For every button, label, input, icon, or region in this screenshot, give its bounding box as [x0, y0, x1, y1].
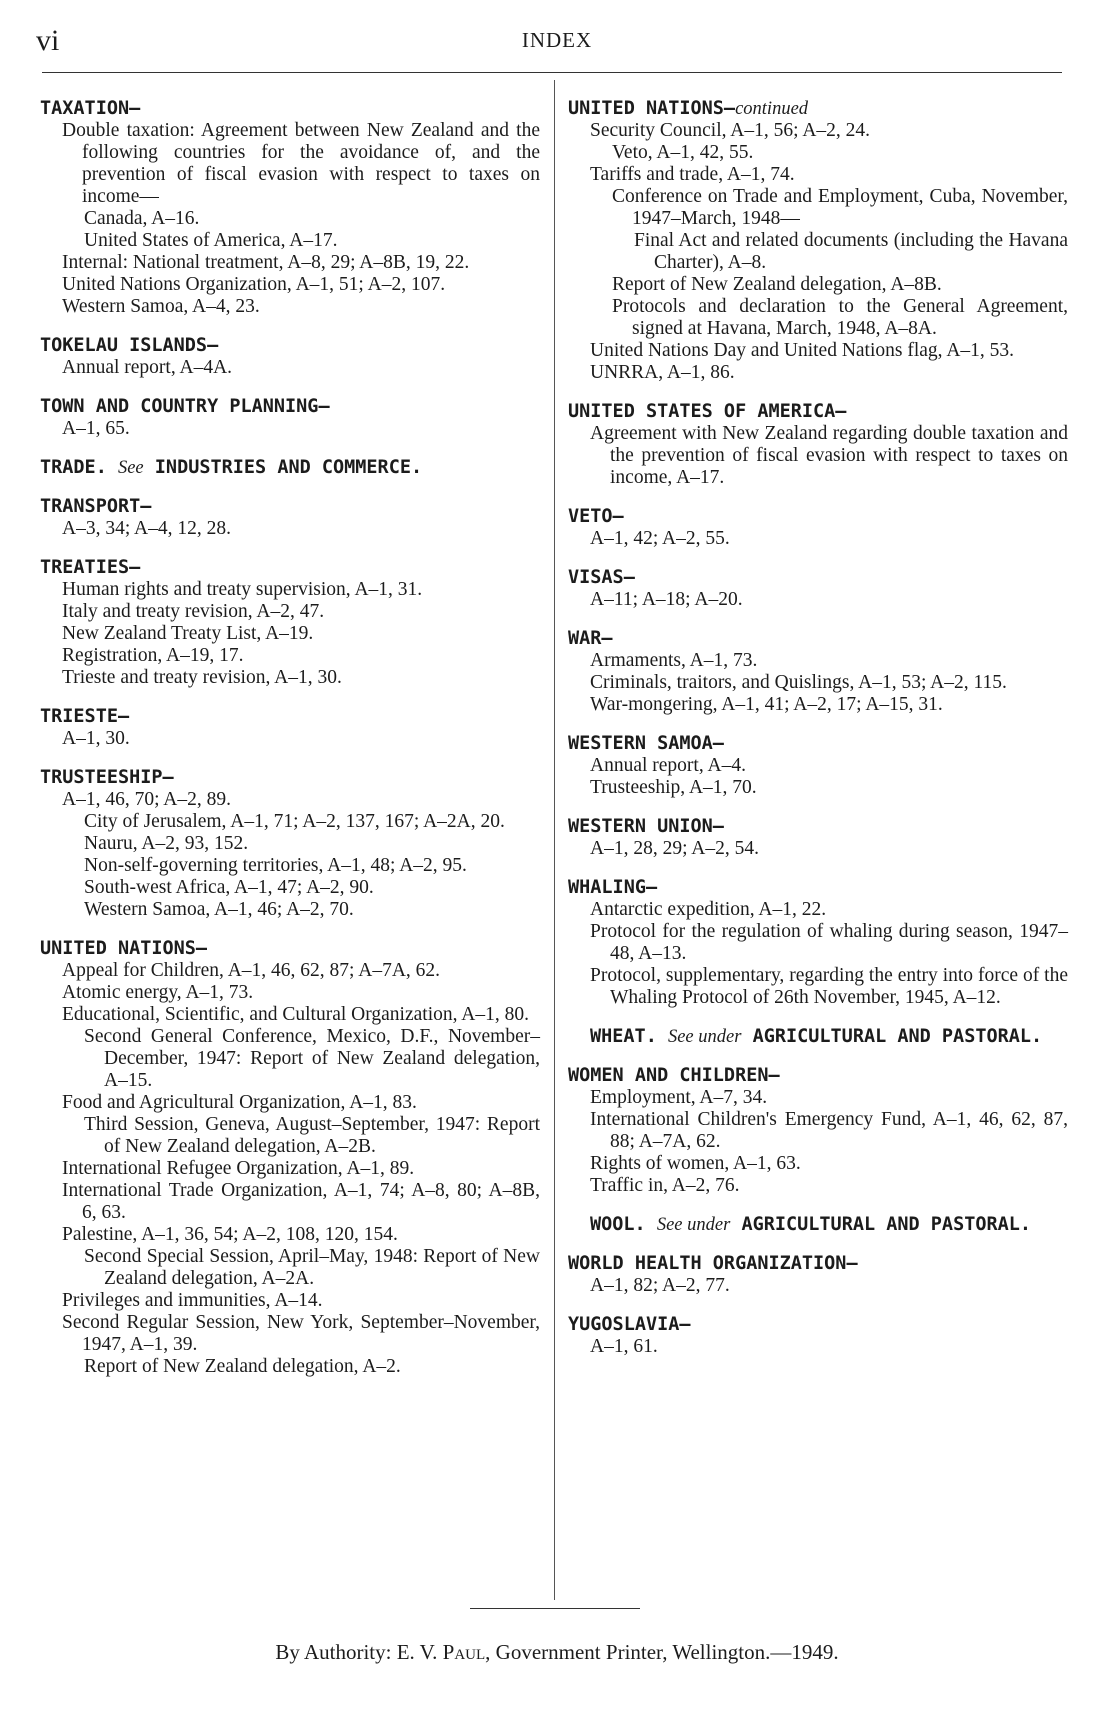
- index-entry-yugoslavia: [568, 1314, 1068, 1358]
- sub-entry: Trusteeship, A–1, 70.: [590, 777, 757, 798]
- sub-entry: Rights of women, A–1, 63.: [590, 1153, 801, 1174]
- sub-entry: A–1, 65.: [62, 418, 130, 439]
- sub-entry: New Zealand Treaty List, A–19.: [62, 623, 314, 644]
- sub-entry: A–1, 46, 70; A–2, 89.: [62, 789, 232, 810]
- sub-entry: War-mongering, A–1, 41; A–2, 17; A–15, 31.: [590, 694, 943, 715]
- entry-heading: UNITED STATES OF AMERICA—: [568, 401, 847, 422]
- entry-heading: WOMEN AND CHILDREN—: [568, 1065, 780, 1086]
- entry-heading: TRUSTEESHIP—: [40, 767, 174, 788]
- sub-entry: Protocol for the regulation of whaling during season, 1947–48, A–13.: [590, 921, 1068, 964]
- index-entry-western-samoa: [568, 733, 1068, 799]
- sub-entry: Antarctic expedition, A–1, 22.: [590, 899, 827, 920]
- sub-entry: International Refugee Organization, A–1, 89.: [62, 1158, 415, 1179]
- sub-entry: Western Samoa, A–1, 46; A–2, 70.: [84, 899, 354, 920]
- sub-entry: Traffic in, A–2, 76.: [590, 1175, 740, 1196]
- index-entry-war: [568, 628, 1068, 716]
- sub-entry: Second Special Session, April–May, 1948: Report of New Zealand delegation, A–2A.: [84, 1246, 540, 1289]
- sub-entry: A–11; A–18; A–20.: [590, 589, 743, 610]
- index-entry-tokelau-islands: [40, 335, 540, 379]
- sub-entry: Annual report, A–4A.: [62, 357, 233, 378]
- entry-heading: WHALING—: [568, 877, 658, 898]
- index-entry-whaling: [568, 877, 1068, 1009]
- entry-heading: WAR—: [568, 628, 613, 649]
- sub-entry: A–3, 34; A–4, 12, 28.: [62, 518, 232, 539]
- imprint-prefix: By Authority:: [275, 1640, 392, 1664]
- entry-heading: TRANSPORT—: [40, 496, 152, 517]
- sub-entry: Atomic energy, A–1, 73.: [62, 982, 254, 1003]
- sub-entry: Educational, Scientific, and Cultural Organization, A–1, 80.: [62, 1004, 529, 1025]
- imprint-footer: [0, 1640, 1114, 1665]
- entry-heading: WOOL.: [590, 1214, 646, 1235]
- sub-entry: Armaments, A–1, 73.: [590, 650, 758, 671]
- left-column: [40, 98, 540, 1395]
- sub-entry: Veto, A–1, 42, 55.: [612, 142, 754, 163]
- sub-entry: Security Council, A–1, 56; A–2, 24.: [590, 120, 871, 141]
- sub-entry: United Nations Day and United Nations flag, A–1, 53.: [590, 340, 1015, 361]
- sub-entry: Privileges and immunities, A–14.: [62, 1290, 323, 1311]
- sub-entry: Protocols and declaration to the General Agreement, signed at Havana, March, 1948, A–8A.: [612, 296, 1068, 339]
- cross-reference: AGRICULTURAL AND PASTORAL.: [741, 1214, 1032, 1235]
- entry-heading: TREATIES—: [40, 557, 141, 578]
- entry-heading: WHEAT.: [590, 1026, 657, 1047]
- sub-entry: South-west Africa, A–1, 47; A–2, 90.: [84, 877, 374, 898]
- index-entry-treaties: [40, 557, 540, 689]
- sub-entry: Non-self-governing territories, A–1, 48; A–2, 95.: [84, 855, 467, 876]
- sub-entry: Annual report, A–4.: [590, 755, 746, 776]
- index-entry-united-nations-continued: [568, 98, 1068, 384]
- sub-entry: Second General Conference, Mexico, D.F., November–December, 1947: Report of New Zealand delegation, A–15.: [84, 1026, 540, 1091]
- sub-entry: Food and Agricultural Organization, A–1, 83.: [62, 1092, 417, 1113]
- entry-heading: TAXATION—: [40, 98, 141, 119]
- sub-entry: Report of New Zealand delegation, A–8B.: [612, 274, 942, 295]
- see-reference-label: See under: [667, 1027, 742, 1047]
- sub-entry: Appeal for Children, A–1, 46, 62, 87; A–7A, 62.: [62, 960, 441, 981]
- index-entry-town-and-country-planning: [40, 396, 540, 440]
- sub-entry: Internal: National treatment, A–8, 29; A–8B, 19, 22.: [62, 252, 470, 273]
- index-entry-wheat: [568, 1026, 1068, 1048]
- sub-entry: Final Act and related documents (including the Havana Charter), A–8.: [634, 230, 1068, 273]
- index-entry-veto: [568, 506, 1068, 550]
- printer-initials: E. V.: [396, 1640, 438, 1664]
- sub-entry: International Children's Emergency Fund, A–1, 46, 62, 87, 88; A–7A, 62.: [590, 1109, 1068, 1152]
- index-entry-taxation: [40, 98, 540, 318]
- sub-entry: Report of New Zealand delegation, A–2.: [84, 1356, 401, 1377]
- sub-entry: UNRRA, A–1, 86.: [590, 362, 735, 383]
- entry-heading: WORLD HEALTH ORGANIZATION—: [568, 1253, 858, 1274]
- sub-entry: Double taxation: Agreement between New Zealand and the following countries for the avoidance of, and the prevention of fiscal evasion with respect to taxes on income—: [62, 120, 540, 207]
- entry-heading: UNITED NATIONS—: [40, 938, 208, 959]
- index-entry-wool: [568, 1214, 1068, 1236]
- right-column: [568, 98, 1068, 1375]
- see-reference-label: See under: [656, 1215, 731, 1235]
- sub-entry: A–1, 61.: [590, 1336, 658, 1357]
- sub-entry: Second Regular Session, New York, September–November, 1947, A–1, 39.: [62, 1312, 540, 1355]
- entry-heading: TOWN AND COUNTRY PLANNING—: [40, 396, 330, 417]
- sub-entry: Trieste and treaty revision, A–1, 30.: [62, 667, 342, 688]
- entry-heading: TRIESTE—: [40, 706, 130, 727]
- sub-entry: A–1, 42; A–2, 55.: [590, 528, 730, 549]
- index-entry-trade: [40, 457, 540, 479]
- sub-entry: Registration, A–19, 17.: [62, 645, 244, 666]
- index-entry-united-states-of-america: [568, 401, 1068, 489]
- column-divider: [554, 80, 555, 1600]
- sub-entry: Human rights and treaty supervision, A–1, 31.: [62, 579, 423, 600]
- running-head: INDEX: [521, 28, 593, 52]
- footer-rule: [470, 1608, 640, 1609]
- page-number: vi: [36, 24, 60, 57]
- sub-entry: Agreement with New Zealand regarding double taxation and the prevention of fiscal evasion with respect to taxes on income, A–17.: [590, 423, 1068, 488]
- sub-entry: A–1, 28, 29; A–2, 54.: [590, 838, 760, 859]
- sub-entry: United Nations Organization, A–1, 51; A–2, 107.: [62, 274, 446, 295]
- entry-heading: WESTERN SAMOA—: [568, 733, 724, 754]
- see-reference-label: See: [117, 458, 144, 478]
- index-entry-western-union: [568, 816, 1068, 860]
- index-entry-united-nations: [40, 938, 540, 1378]
- header-rule: [42, 72, 1062, 73]
- index-entry-trieste: [40, 706, 540, 750]
- index-entry-transport: [40, 496, 540, 540]
- index-entry-women-and-children: [568, 1065, 1068, 1197]
- index-entry-visas: [568, 567, 1068, 611]
- sub-entry: Palestine, A–1, 36, 54; A–2, 108, 120, 154.: [62, 1224, 398, 1245]
- imprint-suffix: Government Printer, Wellington.—1949.: [495, 1640, 839, 1664]
- sub-entry: Employment, A–7, 34.: [590, 1087, 768, 1108]
- printer-surname: Paul,: [442, 1640, 491, 1664]
- entry-heading: TRADE.: [40, 457, 107, 478]
- sub-entry: A–1, 30.: [62, 728, 130, 749]
- sub-entry: Canada, A–16.: [84, 208, 200, 229]
- cross-reference: AGRICULTURAL AND PASTORAL.: [752, 1026, 1043, 1047]
- sub-entry: A–1, 82; A–2, 77.: [590, 1275, 730, 1296]
- sub-entry: Conference on Trade and Employment, Cuba, November, 1947–March, 1948—: [612, 186, 1068, 229]
- entry-heading: YUGOSLAVIA—: [568, 1314, 691, 1335]
- index-entry-world-health-organization: [568, 1253, 1068, 1297]
- sub-entry: International Trade Organization, A–1, 74; A–8, 80; A–8B, 6, 63.: [62, 1180, 540, 1223]
- entry-heading-text: UNITED NATIONS—: [568, 98, 736, 119]
- sub-entry: Italy and treaty revision, A–2, 47.: [62, 601, 325, 622]
- cross-reference: INDUSTRIES AND COMMERCE.: [154, 457, 423, 478]
- sub-entry: Western Samoa, A–4, 23.: [62, 296, 260, 317]
- index-entry-trusteeship: [40, 767, 540, 921]
- entry-heading: WESTERN UNION—: [568, 816, 724, 837]
- entry-heading: TOKELAU ISLANDS—: [40, 335, 219, 356]
- sub-entry: Tariffs and trade, A–1, 74.: [590, 164, 795, 185]
- entry-heading: VETO—: [568, 506, 624, 527]
- sub-entry: Protocol, supplementary, regarding the entry into force of the Whaling Protocol of 26th November, 1945, A–12.: [590, 965, 1068, 1008]
- entry-heading: VISAS—: [568, 567, 635, 588]
- sub-entry: Third Session, Geneva, August–September, 1947: Report of New Zealand delegation, A–2B.: [84, 1114, 540, 1157]
- sub-entry: Nauru, A–2, 93, 152.: [84, 833, 249, 854]
- sub-entry: United States of America, A–17.: [84, 230, 338, 251]
- entry-heading: [568, 98, 1068, 120]
- sub-entry: City of Jerusalem, A–1, 71; A–2, 137, 167; A–2A, 20.: [84, 811, 505, 832]
- sub-entry: Criminals, traitors, and Quislings, A–1, 53; A–2, 115.: [590, 672, 1007, 693]
- continued-label: continued: [735, 99, 809, 119]
